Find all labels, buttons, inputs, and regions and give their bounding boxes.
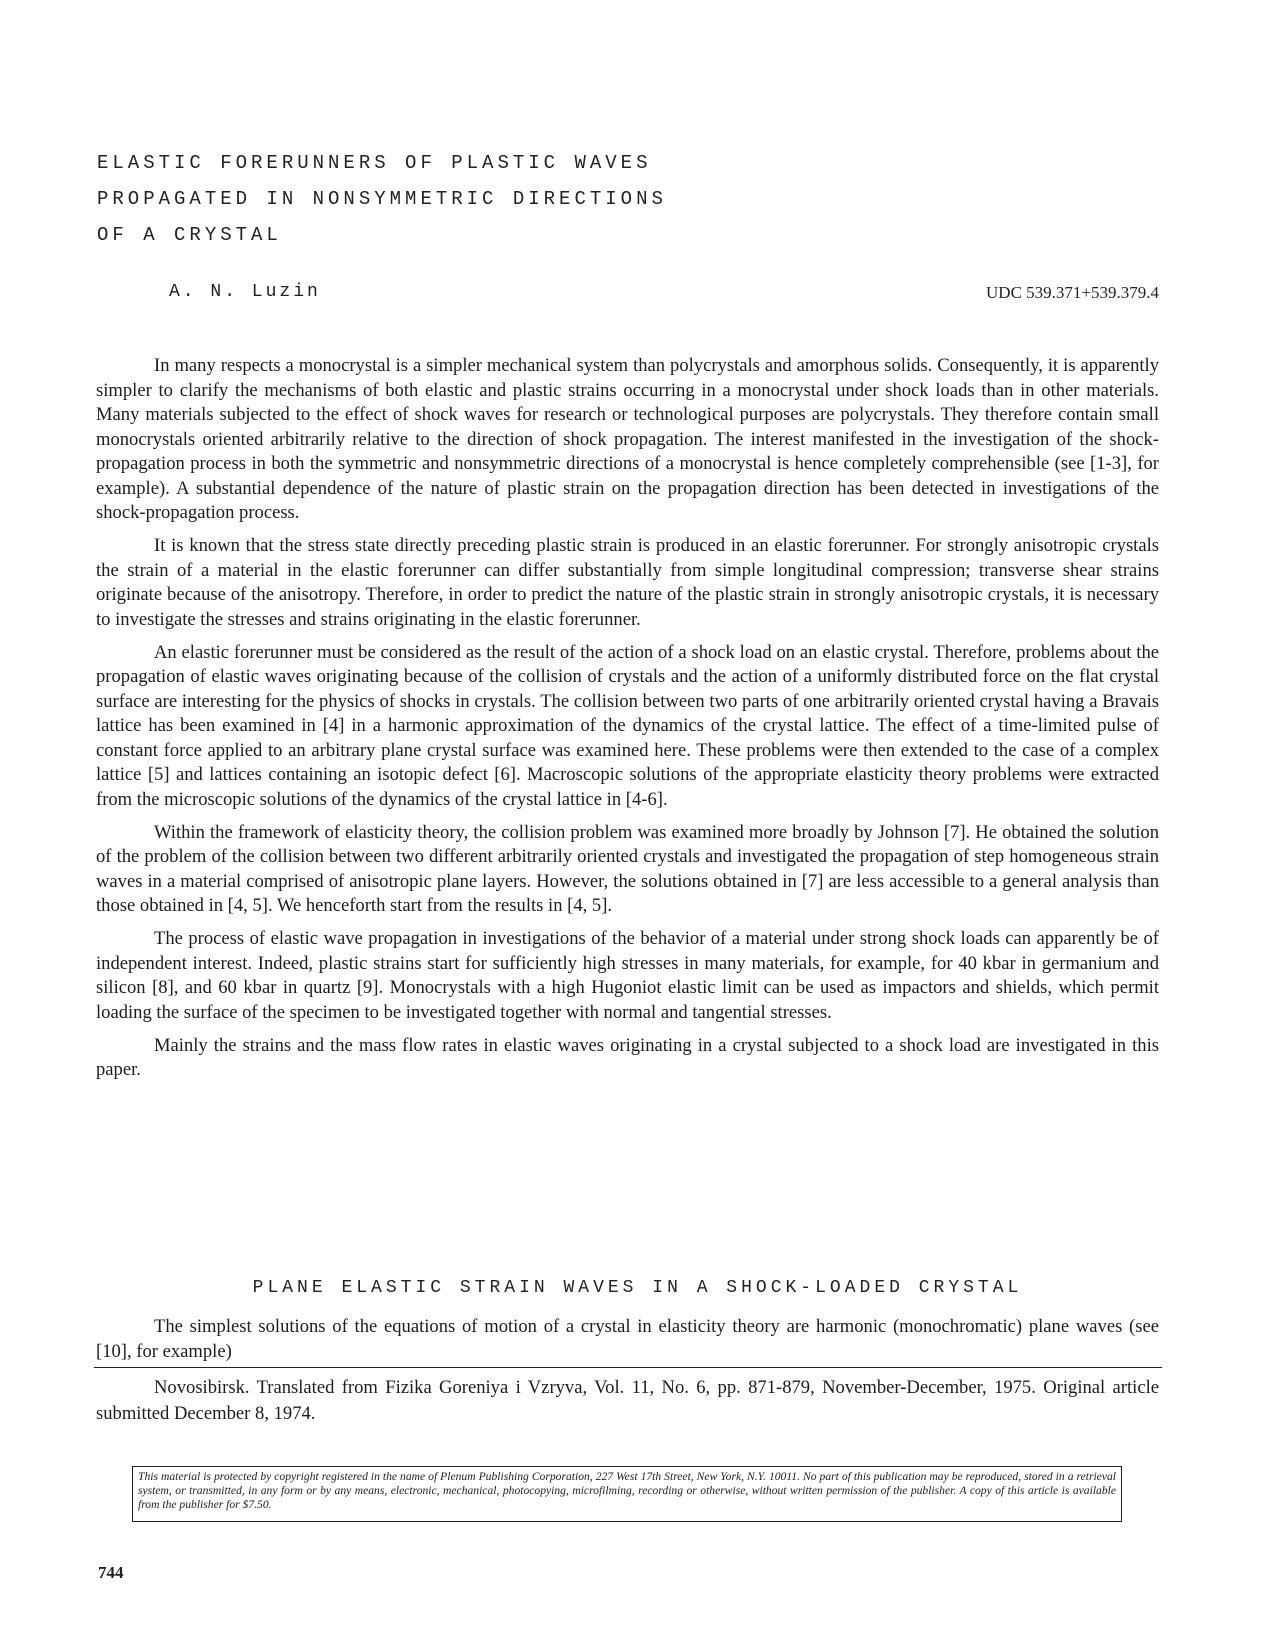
- paragraph-5: The process of elastic wave propagation in investigations of the behavior of a material under strong shock loads can apparently be of independent interest. Indeed, plastic strains start for sufficiently high stresses in many materials, for example, for 40 kbar in germanium and silicon [8], and 60 kbar in quartz [9]. Monocrystals with a high Hugoniot elastic limit can be used as impactors and shields, which permit loading the surface of the specimen to be investigated together with normal and tangential stresses.: [96, 928, 1159, 1023]
- title-line-2: PROPAGATED IN NONSYMMETRIC DIRECTIONS: [97, 188, 667, 210]
- title-line-3: OF A CRYSTAL: [97, 224, 282, 246]
- copyright-notice: This material is protected by copyright registered in the name of Plenum Publishing Corporation, 227 West 17th Street, New York, N.Y. 10011. No part of this publication may be reproduced, stored in a retrieval system, or transmitted, in any form or by any means, electronic, mechanical, photocopying, microfilming, recording or otherwise, without written permission of the publisher. A copy of this article is available from the publisher for $7.50.: [132, 1466, 1122, 1522]
- paragraph-6: Mainly the strains and the mass flow rates in elastic waves originating in a crystal subjected to a shock load are investigated in this paper.: [96, 1034, 1159, 1080]
- paragraph-1: In many respects a monocrystal is a simpler mechanical system than polycrystals and amorphous solids. Consequently, it is apparently simpler to clarify the mechanisms of both elastic and plastic strains occurring in a monocrystal under shock loads than in other materials. Many materials subjected to the effect of shock waves for research or technological purposes are polycrystals. They therefore contain small monocrystals oriented arbitrarily relative to the direction of shock propagation. The interest manifested in the investigation of the shock-propagation process in both the symmetric and nonsymmetric directions of a monocrystal is hence completely comprehensible (see [1-3], for example). A substantial dependence of the nature of plastic strain on the propagation direction has been detected in investigations of the shock-propagation process.: [96, 355, 1159, 523]
- paragraph-4: Within the framework of elasticity theory, the collision problem was examined more broadly by Johnson [7]. He obtained the solution of the problem of the collision between two different arbitrarily oriented crystals and investigated the propagation of step homogeneous strain waves in a material comprised of anisotropic plane layers. However, the solutions obtained in [7] are less accessible to a general analysis than those obtained in [4, 5]. We henceforth start from the results in [4, 5].: [96, 821, 1159, 916]
- section-heading: PLANE ELASTIC STRAIN WAVES IN A SHOCK-LOADED CRYSTAL: [252, 1278, 1023, 1298]
- udc-code: UDC 539.371+539.379.4: [986, 283, 1159, 302]
- author-name: A. N. Luzin: [169, 282, 321, 302]
- section-paragraph: The simplest solutions of the equations of motion of a crystal in elasticity theory are harmonic (monochromatic) plane waves (see [10], for example): [96, 1316, 1159, 1362]
- footnote-divider: [94, 1367, 1162, 1368]
- article-body: [96, 354, 1159, 1091]
- footnote: Novosibirsk. Translated from Fizika Goreniya i Vzryva, Vol. 11, No. 6, pp. 871-879, November-December, 1975. Original article submitted December 8, 1974.: [96, 1377, 1159, 1424]
- page-number: 744: [98, 1563, 124, 1582]
- paragraph-2: It is known that the stress state directly preceding plastic strain is produced in an elastic forerunner. For strongly anisotropic crystals the strain of a material in the elastic forerunner can differ substantially from simple longitudinal compression; transverse shear strains originate because of the anisotropy. Therefore, in order to predict the nature of the plastic strain in strongly anisotropic crystals, it is necessary to investigate the stresses and strains originating in the elastic forerunner.: [96, 535, 1159, 630]
- title-line-1: ELASTIC FORERUNNERS OF PLASTIC WAVES: [97, 152, 652, 174]
- paragraph-3: An elastic forerunner must be considered as the result of the action of a shock load on an elastic crystal. Therefore, problems about the propagation of elastic waves originating because of the collision of crystals and the action of a uniformly distributed force on the flat crystal surface are interesting for the physics of shocks in crystals. The collision between two parts of one arbitrarily oriented crystal having a Bravais lattice has been examined in [4] in a harmonic approximation of the dynamics of the crystal lattice. The effect of a time-limited pulse of constant force applied to an arbitrary plane crystal surface was examined here. These problems were then extended to the case of a complex lattice [5] and lattices containing an isotopic defect [6]. Macroscopic solutions of the appropriate elasticity theory problems were extracted from the microscopic solutions of the dynamics of the crystal lattice in [4-6].: [96, 641, 1159, 810]
